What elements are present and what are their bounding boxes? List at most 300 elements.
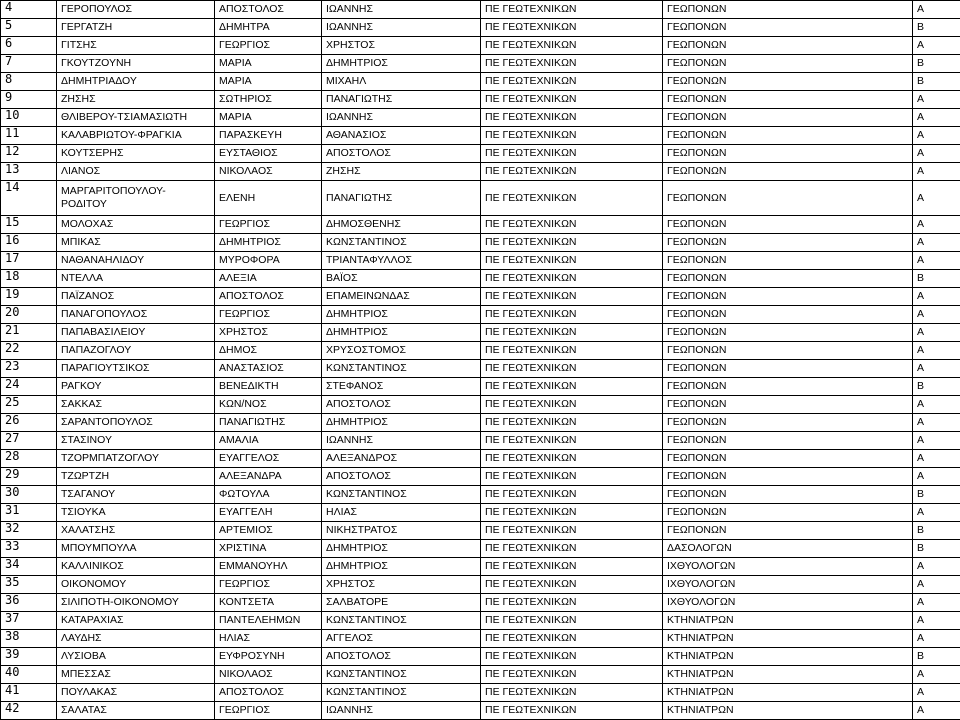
row-number: 19 — [1, 288, 57, 306]
category-cell: ΠΕ ΓΕΩΤΕΧΝΙΚΩΝ — [481, 234, 663, 252]
father-name-cell: ΚΩΝΣΤΑΝΤΙΝΟΣ — [322, 486, 481, 504]
surname-cell: ΛΥΣΙΟΒΑ — [57, 648, 215, 666]
specialty-cell: ΚΤΗΝΙΑΤΡΩΝ — [663, 648, 913, 666]
table-row — [1, 612, 960, 630]
first-name-cell: ΑΠΟΣΤΟΛΟΣ — [215, 288, 322, 306]
row-number: 40 — [1, 666, 57, 684]
first-name-cell: ΕΥΑΓΓΕΛΗ — [215, 504, 322, 522]
surname-cell: ΝΑΘΑΝΑΗΛΙΔΟΥ — [57, 252, 215, 270]
specialty-cell: ΓΕΩΠΟΝΩΝ — [663, 360, 913, 378]
category-cell: ΠΕ ΓΕΩΤΕΧΝΙΚΩΝ — [481, 648, 663, 666]
father-name-cell: ΧΡΗΣΤΟΣ — [322, 576, 481, 594]
father-name-cell: ΚΩΝΣΤΑΝΤΙΝΟΣ — [322, 666, 481, 684]
first-name-cell: ΑΡΤΕΜΙΟΣ — [215, 522, 322, 540]
category-cell: ΠΕ ΓΕΩΤΕΧΝΙΚΩΝ — [481, 109, 663, 127]
first-name-cell: ΠΑΝΑΓΙΩΤΗΣ — [215, 414, 322, 432]
surname-cell: ΤΖΟΡΜΠΑΤΖΟΓΛΟΥ — [57, 450, 215, 468]
father-name-cell: ΖΗΣΗΣ — [322, 163, 481, 181]
specialty-cell: ΓΕΩΠΟΝΩΝ — [663, 324, 913, 342]
surname-cell: ΧΑΛΑΤΣΗΣ — [57, 522, 215, 540]
father-name-cell: ΔΗΜΗΤΡΙΟΣ — [322, 324, 481, 342]
surname-cell: ΣΤΑΣΙΝΟΥ — [57, 432, 215, 450]
surname-cell: ΖΗΣΗΣ — [57, 91, 215, 109]
father-name-cell: ΔΗΜΗΤΡΙΟΣ — [322, 558, 481, 576]
father-name-cell: ΣΑΛΒΑΤΟΡΕ — [322, 594, 481, 612]
group-cell: Α — [913, 145, 960, 163]
surname-cell: ΠΑΠΑΖΟΓΛΟΥ — [57, 342, 215, 360]
specialty-cell: ΚΤΗΝΙΑΤΡΩΝ — [663, 684, 913, 702]
group-cell: Β — [913, 19, 960, 37]
category-cell: ΠΕ ΓΕΩΤΕΧΝΙΚΩΝ — [481, 127, 663, 145]
row-number: 35 — [1, 576, 57, 594]
group-cell: Α — [913, 468, 960, 486]
father-name-cell: ΑΠΟΣΤΟΛΟΣ — [322, 648, 481, 666]
group-cell: Α — [913, 612, 960, 630]
row-number: 25 — [1, 396, 57, 414]
specialty-cell: ΓΕΩΠΟΝΩΝ — [663, 37, 913, 55]
father-name-cell: ΔΗΜΗΤΡΙΟΣ — [322, 55, 481, 73]
specialty-cell: ΚΤΗΝΙΑΤΡΩΝ — [663, 612, 913, 630]
surname-cell: ΤΣΑΓΑΝΟΥ — [57, 486, 215, 504]
first-name-cell: ΧΡΙΣΤΙΝΑ — [215, 540, 322, 558]
table-row — [1, 576, 960, 594]
category-cell: ΠΕ ΓΕΩΤΕΧΝΙΚΩΝ — [481, 504, 663, 522]
category-cell: ΠΕ ΓΕΩΤΕΧΝΙΚΩΝ — [481, 19, 663, 37]
father-name-cell: ΑΠΟΣΤΟΛΟΣ — [322, 396, 481, 414]
surname-cell: ΓΕΡΓΑΤΖΗ — [57, 19, 215, 37]
table-row — [1, 468, 960, 486]
surname-cell: ΜΠΟΥΜΠΟΥΛΑ — [57, 540, 215, 558]
group-cell: Α — [913, 684, 960, 702]
category-cell: ΠΕ ΓΕΩΤΕΧΝΙΚΩΝ — [481, 91, 663, 109]
category-cell: ΠΕ ΓΕΩΤΕΧΝΙΚΩΝ — [481, 378, 663, 396]
row-number: 23 — [1, 360, 57, 378]
surname-cell: ΛΑΥΔΗΣ — [57, 630, 215, 648]
table-row — [1, 702, 960, 720]
surname-cell: ΚΑΛΑΒΡΙΩΤΟΥ-ΦΡΑΓΚΙΑ — [57, 127, 215, 145]
specialty-cell: ΚΤΗΝΙΑΤΡΩΝ — [663, 630, 913, 648]
table-row — [1, 306, 960, 324]
specialty-cell: ΓΕΩΠΟΝΩΝ — [663, 127, 913, 145]
group-cell: Β — [913, 73, 960, 91]
table-row — [1, 1, 960, 19]
row-number: 36 — [1, 594, 57, 612]
surname-cell: ΜΟΛΟΧΑΣ — [57, 216, 215, 234]
surname-cell: ΣΑΛΑΤΑΣ — [57, 702, 215, 720]
category-cell: ΠΕ ΓΕΩΤΕΧΝΙΚΩΝ — [481, 324, 663, 342]
surname-cell: ΠΑΡΑΓΙΟΥΤΣΙΚΟΣ — [57, 360, 215, 378]
table-row — [1, 630, 960, 648]
father-name-cell: ΚΩΝΣΤΑΝΤΙΝΟΣ — [322, 684, 481, 702]
group-cell: Α — [913, 360, 960, 378]
table-row — [1, 234, 960, 252]
father-name-cell: ΑΠΟΣΤΟΛΟΣ — [322, 145, 481, 163]
group-cell: Α — [913, 216, 960, 234]
category-cell: ΠΕ ΓΕΩΤΕΧΝΙΚΩΝ — [481, 73, 663, 91]
specialty-cell: ΓΕΩΠΟΝΩΝ — [663, 252, 913, 270]
surname-cell: ΣΙΛΙΠΟΤΗ-ΟΙΚΟΝΟΜΟΥ — [57, 594, 215, 612]
group-cell: Α — [913, 630, 960, 648]
category-cell: ΠΕ ΓΕΩΤΕΧΝΙΚΩΝ — [481, 630, 663, 648]
group-cell: Α — [913, 181, 960, 216]
row-number: 18 — [1, 270, 57, 288]
first-name-cell: ΦΩΤΟΥΛΑ — [215, 486, 322, 504]
specialty-cell: ΓΕΩΠΟΝΩΝ — [663, 450, 913, 468]
row-number: 33 — [1, 540, 57, 558]
table-row — [1, 252, 960, 270]
group-cell: Α — [913, 127, 960, 145]
specialty-cell: ΓΕΩΠΟΝΩΝ — [663, 109, 913, 127]
specialty-cell: ΓΕΩΠΟΝΩΝ — [663, 55, 913, 73]
specialty-cell: ΓΕΩΠΟΝΩΝ — [663, 73, 913, 91]
first-name-cell: ΔΗΜΟΣ — [215, 342, 322, 360]
surname-cell: ΠΑΝΑΓΟΠΟΥΛΟΣ — [57, 306, 215, 324]
surname-cell: ΚΟΥΤΣΕΡΗΣ — [57, 145, 215, 163]
father-name-cell: ΜΙΧΑΗΛ — [322, 73, 481, 91]
group-cell: Α — [913, 450, 960, 468]
table-row — [1, 91, 960, 109]
first-name-cell: ΕΥΑΓΓΕΛΟΣ — [215, 450, 322, 468]
category-cell: ΠΕ ΓΕΩΤΕΧΝΙΚΩΝ — [481, 612, 663, 630]
row-number: 24 — [1, 378, 57, 396]
category-cell: ΠΕ ΓΕΩΤΕΧΝΙΚΩΝ — [481, 181, 663, 216]
surname-cell: ΠΑΠΑΒΑΣΙΛΕΙΟΥ — [57, 324, 215, 342]
table-row — [1, 486, 960, 504]
group-cell: Β — [913, 648, 960, 666]
group-cell: Α — [913, 109, 960, 127]
surname-cell: ΓΚΟΥΤΖΟΥΝΗ — [57, 55, 215, 73]
table-row — [1, 666, 960, 684]
group-cell: Α — [913, 504, 960, 522]
row-number: 20 — [1, 306, 57, 324]
father-name-cell: ΑΓΓΕΛΟΣ — [322, 630, 481, 648]
table-row — [1, 378, 960, 396]
first-name-cell: ΗΛΙΑΣ — [215, 630, 322, 648]
specialty-cell: ΓΕΩΠΟΝΩΝ — [663, 145, 913, 163]
father-name-cell: ΚΩΝΣΤΑΝΤΙΝΟΣ — [322, 234, 481, 252]
father-name-cell: ΑΘΑΝΑΣΙΟΣ — [322, 127, 481, 145]
category-cell: ΠΕ ΓΕΩΤΕΧΝΙΚΩΝ — [481, 666, 663, 684]
table-row — [1, 432, 960, 450]
father-name-cell: ΠΑΝΑΓΙΩΤΗΣ — [322, 181, 481, 216]
group-cell: Α — [913, 91, 960, 109]
category-cell: ΠΕ ΓΕΩΤΕΧΝΙΚΩΝ — [481, 414, 663, 432]
surname-cell: ΚΑΛΛΙΝΙΚΟΣ — [57, 558, 215, 576]
table-row — [1, 414, 960, 432]
specialty-cell: ΓΕΩΠΟΝΩΝ — [663, 486, 913, 504]
group-cell: Α — [913, 342, 960, 360]
surname-cell: ΠΟΥΛΑΚΑΣ — [57, 684, 215, 702]
group-cell: Α — [913, 432, 960, 450]
row-number: 42 — [1, 702, 57, 720]
first-name-cell: ΜΑΡΙΑ — [215, 55, 322, 73]
specialty-cell: ΓΕΩΠΟΝΩΝ — [663, 306, 913, 324]
first-name-cell: ΑΠΟΣΤΟΛΟΣ — [215, 1, 322, 19]
group-cell: Α — [913, 234, 960, 252]
specialty-cell: ΓΕΩΠΟΝΩΝ — [663, 522, 913, 540]
group-cell: Α — [913, 594, 960, 612]
specialty-cell: ΓΕΩΠΟΝΩΝ — [663, 234, 913, 252]
father-name-cell: ΔΗΜΗΤΡΙΟΣ — [322, 540, 481, 558]
father-name-cell: ΔΗΜΗΤΡΙΟΣ — [322, 306, 481, 324]
category-cell: ΠΕ ΓΕΩΤΕΧΝΙΚΩΝ — [481, 360, 663, 378]
father-name-cell: ΙΩΑΝΝΗΣ — [322, 432, 481, 450]
father-name-cell: ΣΤΕΦΑΝΟΣ — [322, 378, 481, 396]
father-name-cell: ΔΗΜΟΣΘΕΝΗΣ — [322, 216, 481, 234]
first-name-cell: ΚΩΝ/ΝΟΣ — [215, 396, 322, 414]
first-name-cell: ΓΕΩΡΓΙΟΣ — [215, 702, 322, 720]
father-name-cell: ΔΗΜΗΤΡΙΟΣ — [322, 414, 481, 432]
table-row — [1, 216, 960, 234]
father-name-cell: ΙΩΑΝΝΗΣ — [322, 109, 481, 127]
first-name-cell: ΓΕΩΡΓΙΟΣ — [215, 576, 322, 594]
father-name-cell: ΑΠΟΣΤΟΛΟΣ — [322, 468, 481, 486]
table-row — [1, 324, 960, 342]
first-name-cell: ΕΥΦΡΟΣΥΝΗ — [215, 648, 322, 666]
table-row — [1, 594, 960, 612]
surname-cell: ΡΑΓΚΟΥ — [57, 378, 215, 396]
specialty-cell: ΓΕΩΠΟΝΩΝ — [663, 396, 913, 414]
first-name-cell: ΑΠΟΣΤΟΛΟΣ — [215, 684, 322, 702]
row-number: 21 — [1, 324, 57, 342]
father-name-cell: ΙΩΑΝΝΗΣ — [322, 1, 481, 19]
group-cell: Β — [913, 378, 960, 396]
specialty-cell: ΙΧΘΥΟΛΟΓΩΝ — [663, 576, 913, 594]
specialty-cell: ΓΕΩΠΟΝΩΝ — [663, 270, 913, 288]
surname-cell: ΘΛΙΒΕΡΟΥ-ΤΣΙΑΜΑΣΙΩΤΗ — [57, 109, 215, 127]
first-name-cell: ΧΡΗΣΤΟΣ — [215, 324, 322, 342]
group-cell: Β — [913, 270, 960, 288]
row-number: 7 — [1, 55, 57, 73]
row-number: 22 — [1, 342, 57, 360]
table-row — [1, 558, 960, 576]
group-cell: Α — [913, 324, 960, 342]
row-number: 32 — [1, 522, 57, 540]
table-row — [1, 540, 960, 558]
specialty-cell: ΓΕΩΠΟΝΩΝ — [663, 414, 913, 432]
table-row — [1, 37, 960, 55]
first-name-cell: ΑΜΑΛΙΑ — [215, 432, 322, 450]
specialty-cell: ΔΑΣΟΛΟΓΩΝ — [663, 540, 913, 558]
first-name-cell: ΓΕΩΡΓΙΟΣ — [215, 216, 322, 234]
first-name-cell: ΜΥΡΟΦΟΡΑ — [215, 252, 322, 270]
category-cell: ΠΕ ΓΕΩΤΕΧΝΙΚΩΝ — [481, 576, 663, 594]
row-number: 29 — [1, 468, 57, 486]
specialty-cell: ΙΧΘΥΟΛΟΓΩΝ — [663, 558, 913, 576]
row-number: 12 — [1, 145, 57, 163]
category-cell: ΠΕ ΓΕΩΤΕΧΝΙΚΩΝ — [481, 450, 663, 468]
row-number: 5 — [1, 19, 57, 37]
category-cell: ΠΕ ΓΕΩΤΕΧΝΙΚΩΝ — [481, 468, 663, 486]
specialty-cell: ΓΕΩΠΟΝΩΝ — [663, 468, 913, 486]
row-number: 37 — [1, 612, 57, 630]
first-name-cell: ΓΕΩΡΓΙΟΣ — [215, 306, 322, 324]
surname-cell: ΤΣΙΟΥΚΑ — [57, 504, 215, 522]
category-cell: ΠΕ ΓΕΩΤΕΧΝΙΚΩΝ — [481, 55, 663, 73]
surname-cell: ΣΑΚΚΑΣ — [57, 396, 215, 414]
category-cell: ΠΕ ΓΕΩΤΕΧΝΙΚΩΝ — [481, 432, 663, 450]
surname-cell: ΔΗΜΗΤΡΙΑΔΟΥ — [57, 73, 215, 91]
table-row — [1, 342, 960, 360]
row-number: 31 — [1, 504, 57, 522]
first-name-cell: ΔΗΜΗΤΡΑ — [215, 19, 322, 37]
table-row — [1, 145, 960, 163]
row-number: 6 — [1, 37, 57, 55]
first-name-cell: ΑΛΕΞΑΝΔΡΑ — [215, 468, 322, 486]
surname-cell: ΜΠΙΚΑΣ — [57, 234, 215, 252]
category-cell: ΠΕ ΓΕΩΤΕΧΝΙΚΩΝ — [481, 540, 663, 558]
surname-cell: ΤΖΩΡΤΖΗ — [57, 468, 215, 486]
roster-body — [1, 1, 960, 720]
first-name-cell: ΒΕΝΕΔΙΚΤΗ — [215, 378, 322, 396]
surname-cell: ΓΕΡΟΠΟΥΛΟΣ — [57, 1, 215, 19]
row-number: 11 — [1, 127, 57, 145]
table-row — [1, 127, 960, 145]
category-cell: ΠΕ ΓΕΩΤΕΧΝΙΚΩΝ — [481, 37, 663, 55]
specialty-cell: ΙΧΘΥΟΛΟΓΩΝ — [663, 594, 913, 612]
table-row — [1, 270, 960, 288]
surname-cell: ΣΑΡΑΝΤΟΠΟΥΛΟΣ — [57, 414, 215, 432]
category-cell: ΠΕ ΓΕΩΤΕΧΝΙΚΩΝ — [481, 270, 663, 288]
group-cell: Α — [913, 1, 960, 19]
group-cell: Α — [913, 163, 960, 181]
surname-cell: ΜΑΡΓΑΡΙΤΟΠΟΥΛΟΥ-ΡΟΔΙΤΟΥ — [57, 181, 215, 216]
row-number: 38 — [1, 630, 57, 648]
group-cell: Α — [913, 37, 960, 55]
father-name-cell: ΧΡΗΣΤΟΣ — [322, 37, 481, 55]
first-name-cell: ΑΛΕΞΙΑ — [215, 270, 322, 288]
group-cell: Α — [913, 288, 960, 306]
father-name-cell: ΚΩΝΣΤΑΝΤΙΝΟΣ — [322, 360, 481, 378]
specialty-cell: ΓΕΩΠΟΝΩΝ — [663, 19, 913, 37]
row-number: 15 — [1, 216, 57, 234]
category-cell: ΠΕ ΓΕΩΤΕΧΝΙΚΩΝ — [481, 594, 663, 612]
surname-cell: ΓΙΤΣΗΣ — [57, 37, 215, 55]
surname-cell: ΚΑΤΑΡΑΧΙΑΣ — [57, 612, 215, 630]
row-number: 16 — [1, 234, 57, 252]
row-number: 41 — [1, 684, 57, 702]
surname-cell: ΝΤΕΛΛΑ — [57, 270, 215, 288]
father-name-cell: ΚΩΝΣΤΑΝΤΙΝΟΣ — [322, 612, 481, 630]
group-cell: Β — [913, 522, 960, 540]
first-name-cell: ΕΛΕΝΗ — [215, 181, 322, 216]
category-cell: ΠΕ ΓΕΩΤΕΧΝΙΚΩΝ — [481, 252, 663, 270]
category-cell: ΠΕ ΓΕΩΤΕΧΝΙΚΩΝ — [481, 216, 663, 234]
father-name-cell: ΑΛΕΞΑΝΔΡΟΣ — [322, 450, 481, 468]
category-cell: ΠΕ ΓΕΩΤΕΧΝΙΚΩΝ — [481, 288, 663, 306]
group-cell: Α — [913, 396, 960, 414]
category-cell: ΠΕ ΓΕΩΤΕΧΝΙΚΩΝ — [481, 684, 663, 702]
group-cell: Α — [913, 558, 960, 576]
father-name-cell: ΙΩΑΝΝΗΣ — [322, 702, 481, 720]
first-name-cell: ΝΙΚΟΛΑΟΣ — [215, 666, 322, 684]
group-cell: Α — [913, 306, 960, 324]
first-name-cell: ΝΙΚΟΛΑΟΣ — [215, 163, 322, 181]
table-row — [1, 504, 960, 522]
first-name-cell: ΣΩΤΗΡΙΟΣ — [215, 91, 322, 109]
table-row — [1, 73, 960, 91]
first-name-cell: ΔΗΜΗΤΡΙΟΣ — [215, 234, 322, 252]
group-cell: Α — [913, 702, 960, 720]
specialty-cell: ΓΕΩΠΟΝΩΝ — [663, 342, 913, 360]
first-name-cell: ΜΑΡΙΑ — [215, 73, 322, 91]
table-row — [1, 648, 960, 666]
table-row — [1, 684, 960, 702]
row-number: 28 — [1, 450, 57, 468]
first-name-cell: ΠΑΝΤΕΛΕΗΜΩΝ — [215, 612, 322, 630]
specialty-cell: ΓΕΩΠΟΝΩΝ — [663, 288, 913, 306]
row-number: 10 — [1, 109, 57, 127]
category-cell: ΠΕ ΓΕΩΤΕΧΝΙΚΩΝ — [481, 702, 663, 720]
specialty-cell: ΓΕΩΠΟΝΩΝ — [663, 432, 913, 450]
father-name-cell: ΠΑΝΑΓΙΩΤΗΣ — [322, 91, 481, 109]
first-name-cell: ΜΑΡΙΑ — [215, 109, 322, 127]
table-row — [1, 19, 960, 37]
row-number: 26 — [1, 414, 57, 432]
specialty-cell: ΚΤΗΝΙΑΤΡΩΝ — [663, 702, 913, 720]
specialty-cell: ΓΕΩΠΟΝΩΝ — [663, 504, 913, 522]
row-number: 4 — [1, 1, 57, 19]
table-row — [1, 109, 960, 127]
surname-cell: ΜΠΕΣΣΑΣ — [57, 666, 215, 684]
specialty-cell: ΓΕΩΠΟΝΩΝ — [663, 91, 913, 109]
row-number: 39 — [1, 648, 57, 666]
row-number: 34 — [1, 558, 57, 576]
table-row — [1, 396, 960, 414]
table-row — [1, 522, 960, 540]
table-row — [1, 181, 960, 216]
row-number: 27 — [1, 432, 57, 450]
specialty-cell: ΓΕΩΠΟΝΩΝ — [663, 216, 913, 234]
table-row — [1, 163, 960, 181]
father-name-cell: ΤΡΙΑΝΤΑΦΥΛΛΟΣ — [322, 252, 481, 270]
first-name-cell: ΠΑΡΑΣΚΕΥΗ — [215, 127, 322, 145]
father-name-cell: ΕΠΑΜΕΙΝΩΝΔΑΣ — [322, 288, 481, 306]
category-cell: ΠΕ ΓΕΩΤΕΧΝΙΚΩΝ — [481, 558, 663, 576]
specialty-cell: ΓΕΩΠΟΝΩΝ — [663, 163, 913, 181]
category-cell: ΠΕ ΓΕΩΤΕΧΝΙΚΩΝ — [481, 396, 663, 414]
row-number: 13 — [1, 163, 57, 181]
father-name-cell: ΗΛΙΑΣ — [322, 504, 481, 522]
row-number: 30 — [1, 486, 57, 504]
surname-cell: ΟΙΚΟΝΟΜΟΥ — [57, 576, 215, 594]
category-cell: ΠΕ ΓΕΩΤΕΧΝΙΚΩΝ — [481, 1, 663, 19]
group-cell: Α — [913, 252, 960, 270]
father-name-cell: ΙΩΑΝΝΗΣ — [322, 19, 481, 37]
row-number: 17 — [1, 252, 57, 270]
category-cell: ΠΕ ΓΕΩΤΕΧΝΙΚΩΝ — [481, 342, 663, 360]
first-name-cell: ΑΝΑΣΤΑΣΙΟΣ — [215, 360, 322, 378]
category-cell: ΠΕ ΓΕΩΤΕΧΝΙΚΩΝ — [481, 522, 663, 540]
table-row — [1, 55, 960, 73]
first-name-cell: ΓΕΩΡΓΙΟΣ — [215, 37, 322, 55]
group-cell: Α — [913, 414, 960, 432]
father-name-cell: ΒΑΪΟΣ — [322, 270, 481, 288]
specialty-cell: ΚΤΗΝΙΑΤΡΩΝ — [663, 666, 913, 684]
table-row — [1, 360, 960, 378]
table-row — [1, 450, 960, 468]
row-number: 9 — [1, 91, 57, 109]
category-cell: ΠΕ ΓΕΩΤΕΧΝΙΚΩΝ — [481, 486, 663, 504]
row-number: 14 — [1, 181, 57, 216]
category-cell: ΠΕ ΓΕΩΤΕΧΝΙΚΩΝ — [481, 306, 663, 324]
group-cell: Α — [913, 576, 960, 594]
category-cell: ΠΕ ΓΕΩΤΕΧΝΙΚΩΝ — [481, 145, 663, 163]
group-cell: Α — [913, 666, 960, 684]
father-name-cell: ΧΡΥΣΟΣΤΟΜΟΣ — [322, 342, 481, 360]
group-cell: Β — [913, 540, 960, 558]
first-name-cell: ΕΜΜΑΝΟΥΗΛ — [215, 558, 322, 576]
